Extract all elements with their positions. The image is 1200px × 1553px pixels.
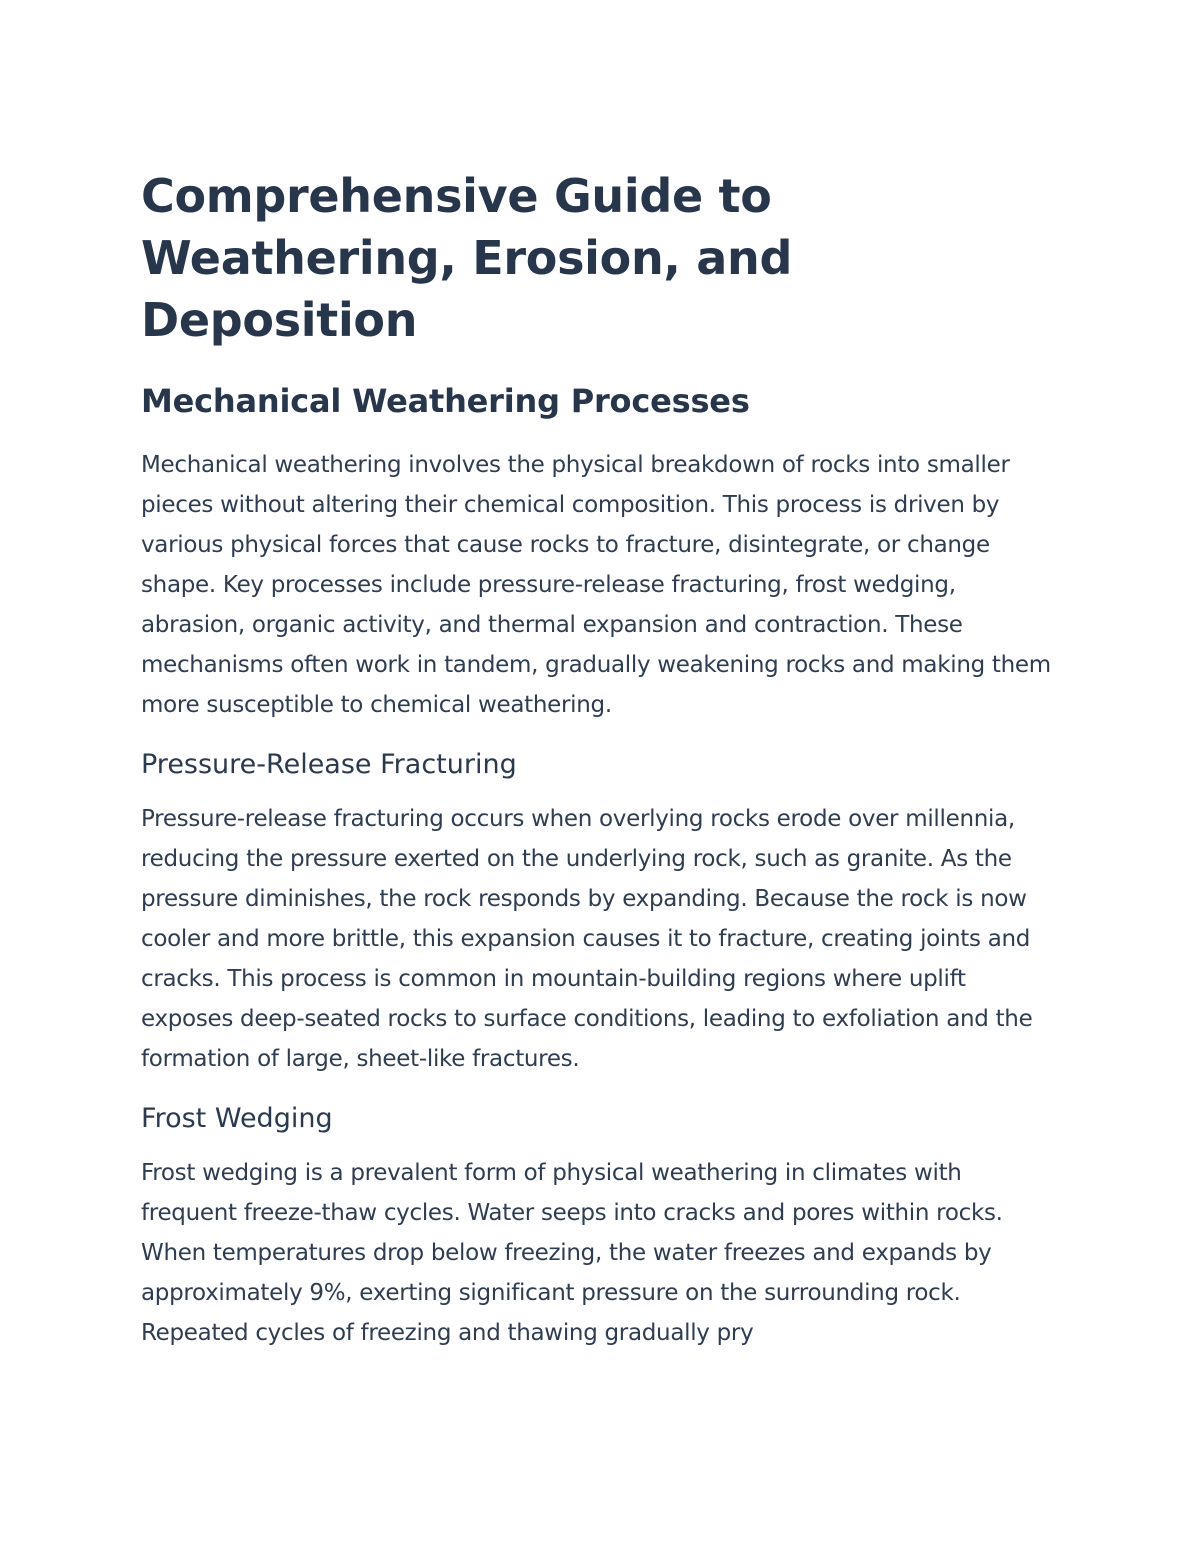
- paragraph-frost-wedging: Frost wedging is a prevalent form of physical weathering in climates with frequent freeze-thaw cycles. Water seeps into cracks and pores within rocks. When temperatures drop below freezing, the water freezes and expands by approximately 9%, exerting significant pressure on the surrounding rock. Repeated cycles of freezing and thawing gradually pry: [141, 1160, 1003, 1346]
- section-heading-frost-wedging: Frost Wedging: [141, 1103, 333, 1134]
- paragraph-pressure-release: Pressure-release fracturing occurs when overlying rocks erode over millennia, reducing the pressure exerted on the underlying rock, such as granite. As the pressure diminishes, the rock responds by expanding. Because the rock is now cooler and more brittle, this expansion causes it to fracture, creating joints and cracks. This process is common in mountain-building regions where uplift exposes deep-seated rocks to surface conditions, leading to exfoliation and the formation of large, sheet-like fractures.: [141, 806, 1033, 1072]
- paragraph-mechanical-weathering: Mechanical weathering involves the physical breakdown of rocks into smaller pieces without altering their chemical composition. This process is driven by various physical forces that cause rocks to fracture, disintegrate, or change shape. Key processes include pressure-release fracturing, frost wedging, abrasion, organic activity, and thermal expansion and contraction. These mechanisms often work in tandem, gradually weakening rocks and making them more susceptible to chemical weathering.: [141, 452, 1051, 718]
- section-heading-pressure-release: Pressure-Release Fracturing: [141, 749, 517, 780]
- document-page: [141, 165, 1061, 1353]
- section-heading-mechanical-weathering: Mechanical Weathering Processes: [141, 382, 750, 420]
- document-title: Comprehensive Guide to Weathering, Erosion, and Deposition: [141, 169, 793, 347]
